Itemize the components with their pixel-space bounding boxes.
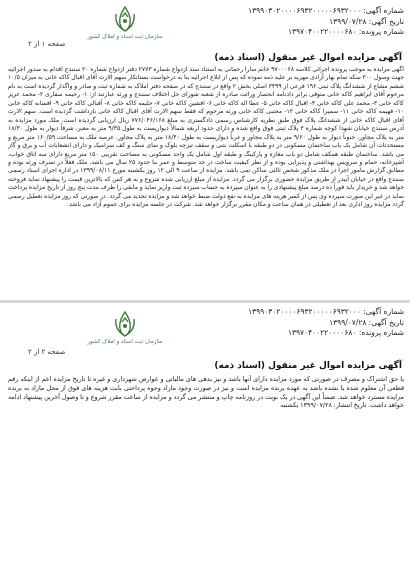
registry-logo (87, 309, 163, 346)
notice-meta (248, 307, 404, 339)
notice-number: شماره آگهی: ۱۳۹۹۰۳۰۲۰۰۰۰۶۹۳۲۰۰۰۰۰۶۹۳۲۰۰۰ (248, 6, 404, 15)
logo-caption: سازمان ثبت اسناد و املاک کشور (87, 34, 163, 40)
notice-date: تاریخ آگهی: ۱۳۹۹/۰۷/۲۸ (329, 317, 404, 327)
emblem-icon (110, 309, 140, 339)
notice-meta (248, 6, 404, 38)
notice-title: آگهی مزایده اموال غیر منقول (اسناد ذمه) (214, 361, 402, 371)
emblem-icon (110, 4, 140, 34)
notice-date: تاریخ آگهی: ۱۳۹۹/۰۷/۲۸ (329, 16, 404, 26)
logo-caption: سازمان ثبت اسناد و املاک کشور (87, 339, 163, 345)
auction-notice-part-2 (0, 303, 410, 576)
case-number: شماره پرونده: ۱۳۹۷۰۴۰۰۲۲۰۰۰۰۶۸۰ (287, 27, 404, 36)
page-number: صفحه ۲ از ۲ (28, 348, 66, 356)
case-number: شماره پرونده: ۱۳۹۷۰۴۰۰۲۲۰۰۰۰۶۸۰ (287, 328, 404, 337)
notice-body-text: آگهی مزایده به موجب پرونده اجرائی کلاسه ۹۷۰۰۰۶۸ خانم سارا رحمانی به استناد سند ازدواج شماره ۲۷۷۳ دفتر ازدواج شماره ۲۰ سنندج اقدام به صدور اجرائیه جهت وصول ۳۰۰ سکه تمام بهار آزادی مهریه بر علیه ذمه نموده که پس از ابلاغ اجرائیه بنا به درخواست بستانکار سهم الارث آقای اقبال کاکه خانی به میزان ۱۰/۵ ششم مشاع از ششدانگ پلاک ثبتی ۱۹۶ فرعی از ۳۴۹۹ اصلی بخش ۲ واقع در سنندج که در صفحه دفتر املاک به شماره ثبت و صادر و واگذار گردیده است به نام مرحوم آقای ابراهیم کاکه خانی متوفی برابر دادنامه انحصار وراثت صادره از شعبه شورای حل اختلاف سنندج و ورثه عبارتند از: ۱- رحیمه صفاری ۲- محمد عزیز کاکه خانی ۳- محمد علی کاکه خانی ۴- اقبال کاکه خانی ۵- عطا اله کاکه خانی ۶- افشین کاکه خانی ۷- حلیمه کاکه خانی ۸- آقبالی کاکه خانی ۹- افسانه کاکه خانی ۱۰- فهیمه کاکه خانی ۱۱- سمیرا کاکه خانی ۱۲- مجتبی کاکه خانی ورثه مرحوم که فقط سهم الارث آقای اقبال کاکه خانی بازداشت گردیده است. سهم الارث آقای اقبال کاکه خانی از ششدانگ پلاک فوق طبق نظریه کارشناس رسمی دادگستری به مبلغ ۷۷۶/۰۴۶/۱۶۸ ریال ارزیابی گردیده است. ملک مورد مزایده به آدرس سنندج خیابان شهدا کوچه شماره ۳ پلاک ثبتی فوق واقع شده و دارای حدود اربعه شمالاً دیواریست به طول ۹/۳۵ متر به معبر، شرقاً دیوار به طول ۱۸/۳۰ متر به پلاک مجاور، جنوباً دیوار به طول ۹/۶۰ متر به پلاک مجاور و غرباً دیواریست به طول ۱۸/۴۰ متر به پلاک مجاور. عرصه ملک به مساحت ۱۶۰/۵۹ متر مربع و مستحدثات آن شامل یک باب ساختمان مسکونی در دو طبقه با اسکلت بتنی و سقف تیرچه بلوک و نمای سنگ و کف سرامیک و دارای انشعابات آب و برق و گاز می باشد. ساختمان طبقه همکف شامل دو باب مغازه و پارکینگ و طبقه اول شامل یک واحد مسکونی به مساحت تقریبی ۱۵۰ متر مربع دارای سه اتاق خواب، آشپزخانه، حمام و سرویس بهداشتی و پذیرایی بوده و از نظر کیفیت ساخت در حد متوسط و عمر بنا حدود ۲۵ سال می باشد. ملک فعلاً در تصرف ورثه بوده و مطابق گزارش مامور اجرا در ملک مذکور شخص ثالثی ساکن نمی باشد. مزایده از ساعت ۹ الی ۱۲ روز یکشنبه مورخ ۱۳۹۹/۰۸/۱۱ در اداره اجرای اسناد رسمی سنندج واقع در خیابان آبیدر از طریق مزایده حضوری برگزار می گردد. مزایده از مبلغ ارزیابی شده شروع و به هر کس که بالاترین قیمت را پیشنهاد نماید فروخته خواهد شد و خریدار باید فوراً ده درصد مبلغ پیشنهادی را به عنوان سپرده به حساب سپرده ثبت واریز نماید و مابقی را ظرف مدت پنج روز از تاریخ مزایده پرداخت نماید در غیر این صورت سپرده وی پس از کسر هزینه های مزایده به نفع دولت ضبط خواهد شد و مزایده تجدید می گردد. در صورتی که روز مزایده تعطیل رسمی گردد مزایده روز اداری بعد از تعطیلی در همان ساعت و مکان مقرر برگزار خواهد شد. شرکت در جلسه مزایده برای عموم آزاد می باشد. (8, 66, 404, 209)
notice-number: شماره آگهی: ۱۳۹۹۰۳۰۲۰۰۰۰۶۹۳۲۰۰۰۰۰۶۹۳۲۰۰۰ (248, 307, 404, 316)
notice-body (8, 375, 404, 455)
page-number: صفحه ۱ از ۲ (28, 40, 66, 48)
notice-title: آگهی مزایده اموال غیر منقول (اسناد ذمه) (214, 53, 402, 63)
notice-body-text: یا حق اشتراک و مصرف در صورتی که مورد مزایده دارای آنها باشد و نیز بدهی های مالیاتی و عوارض شهرداری و غیره تا تاریخ مزایده اعم از اینکه رقم قطعی آن معلوم شده یا نشده باشد به عهده برنده مزایده است و نیز در صورت وجود مازاد وجوه پرداختی بابت هزینه های فوق از محل مازاد به برنده مزایده مسترد خواهد شد. ضمناً این آگهی در یک نوبت در روزنامه چاپ و منتشر می گردد و مزایده از ساعت مقرر شروع و تا وصول آخرین پیشنهاد ادامه خواهد داشت. تاریخ انتشار: ۱۳۹۹/۰۷/۲۸ یکشنبه (8, 375, 404, 410)
notice-body (8, 66, 404, 300)
registry-logo (87, 4, 163, 41)
